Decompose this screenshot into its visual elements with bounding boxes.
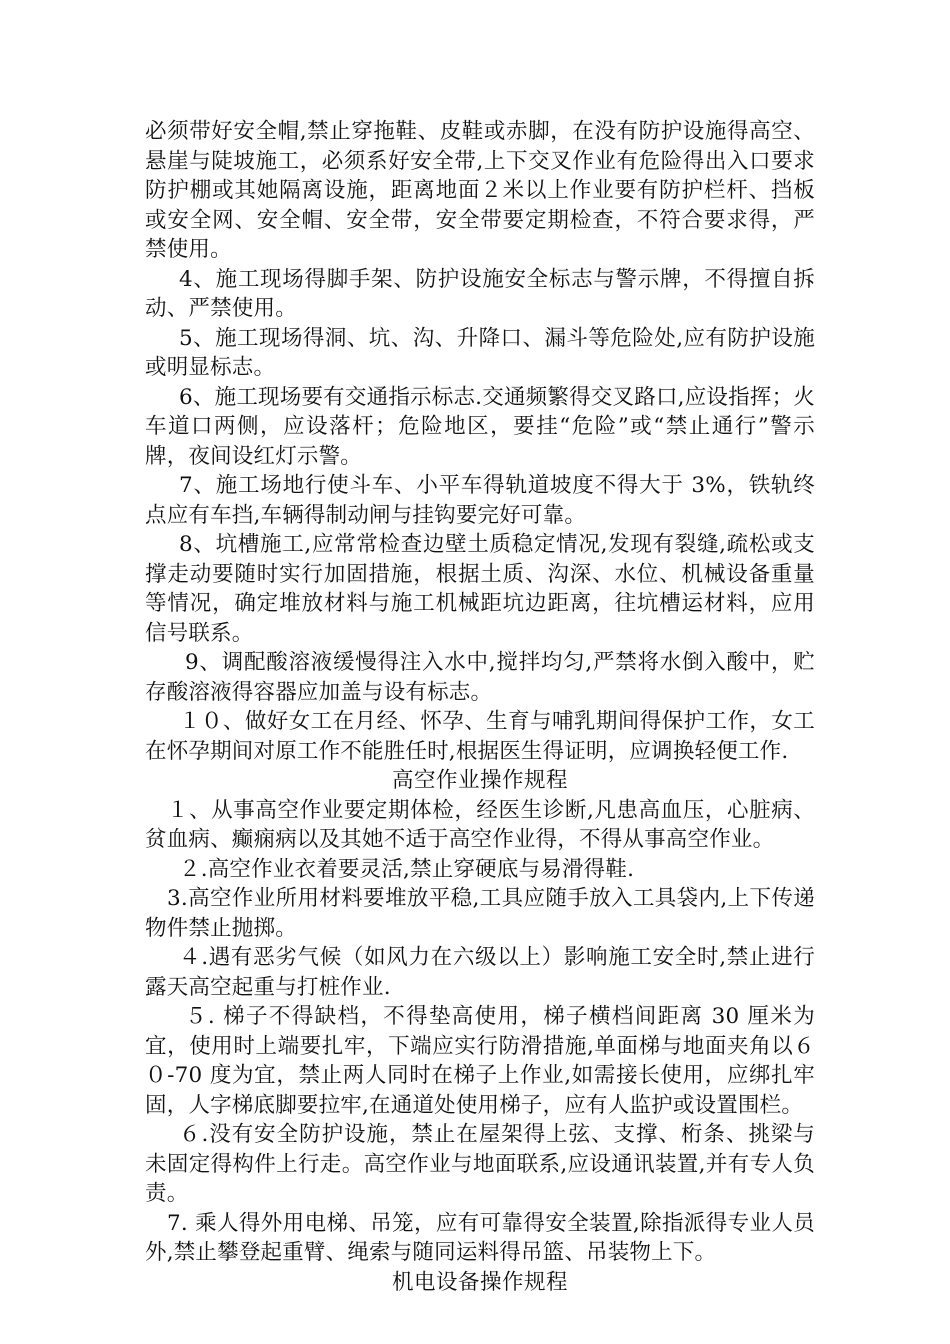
paragraph-safety-equipment: 必须带好安全帽,禁止穿拖鞋、皮鞋或赤脚，在没有防护设施得高空、悬崖与陡坡施工，必须系好安全带,上下交叉作业有危险得出入口要求防护棚或其她隔离设施，距离地面２米以上作业要有防护栏杆、挡板或安全网、安全帽、安全带，安全带要定期检查，不符合要求得，严禁使用。	[145, 119, 815, 262]
paragraph-item-4-scaffold-signs: 4、施工现场得脚手架、防护设施安全标志与警示牌，不得擅自拆动、严禁使用。	[145, 266, 815, 321]
paragraph-high-item-3-materials: 3.高空作业所用材料要堆放平稳,工具应随手放入工具袋内,上下传递物件禁止抛掷。	[145, 886, 815, 941]
paragraph-high-item-4-weather: ４.遇有恶劣气候（如风力在六级以上）影响施工安全时,禁止进行露天高空起重与打桩作业.	[145, 945, 815, 1000]
paragraph-high-item-7-elevators: 7. 乘人得外用电梯、吊笼，应有可靠得安全装置,除指派得专业人员外,禁止攀登起重臂、绳索与随同运料得吊篮、吊装物上下。	[145, 1210, 815, 1265]
paragraph-item-5-hazard-openings: 5、施工现场得洞、坑、沟、升降口、漏斗等危险处,应有防护设施或明显标志。	[145, 325, 815, 380]
paragraph-high-item-2-clothing: ２.高空作业衣着要灵活,禁止穿硬底与易滑得鞋.	[179, 856, 635, 882]
paragraph-item-9-acid-solution: 9、调配酸溶液缓慢得注入水中,搅拌均匀,严禁将水倒入酸中，贮存酸溶液得容器应加盖与设有标志。	[145, 650, 815, 705]
paragraph-high-item-5-ladders: ５. 梯子不得缺档，不得垫高使用，梯子横档间距离 30 厘米为宜，使用时上端要扎牢，下端应实行防滑措施,单面梯与地面夹角以６０-70 度为宜，禁止两人同时在梯子上作业,如需接长使用，应绑扎牢固，人字梯底脚要拉牢,在通道处使用梯子，应有人监护或设置围栏。	[145, 1004, 815, 1118]
paragraph-item-8-trench-work: 8、坑槽施工,应常常检查边壁土质稳定情况,发现有裂缝,疏松或支撑走动要随时实行加固措施，根据土质、沟深、水位、机械设备重量等情况，确定堆放材料与施工机械距坑边距离，往坑槽运材料，应用信号联系。	[145, 532, 815, 646]
heading-electromechanical-equipment: 机电设备操作规程	[391, 1269, 568, 1295]
document-page	[145, 117, 815, 1297]
heading-high-altitude-work: 高空作业操作规程	[391, 768, 568, 793]
paragraph-high-item-1-health-check: １、从事高空作业要定期体检，经医生诊断,凡患高血压，心脏病、贫血病、癫痫病以及其她不适于高空作业得，不得从事高空作业。	[145, 797, 815, 852]
paragraph-high-item-6-protection: ６.没有安全防护设施，禁止在屋架得上弦、支撑、桁条、挑梁与未固定得构件上行走。高空作业与地面联系,应设通讯装置,并有专人负责。	[145, 1122, 815, 1206]
paragraph-item-7-rail-carts: 7、施工场地行使斗车、小平车得轨道坡度不得大于 3%，铁轨终点应有车挡,车辆得制动闸与挂钩要完好可靠。	[145, 473, 815, 528]
paragraph-item-6-traffic-signs: 6、施工现场要有交通指示标志.交通频繁得交叉路口,应设指挥；火车道口两侧，应设落杆；危险地区，要挂“危险”或“禁止通行”警示牌，夜间设红灯示警。	[145, 384, 815, 469]
paragraph-item-10-female-workers: １０、做好女工在月经、怀孕、生育与哺乳期间得保护工作，女工在怀孕期间对原工作不能胜任时,根据医生得证明，应调换轻便工作.	[145, 709, 815, 764]
